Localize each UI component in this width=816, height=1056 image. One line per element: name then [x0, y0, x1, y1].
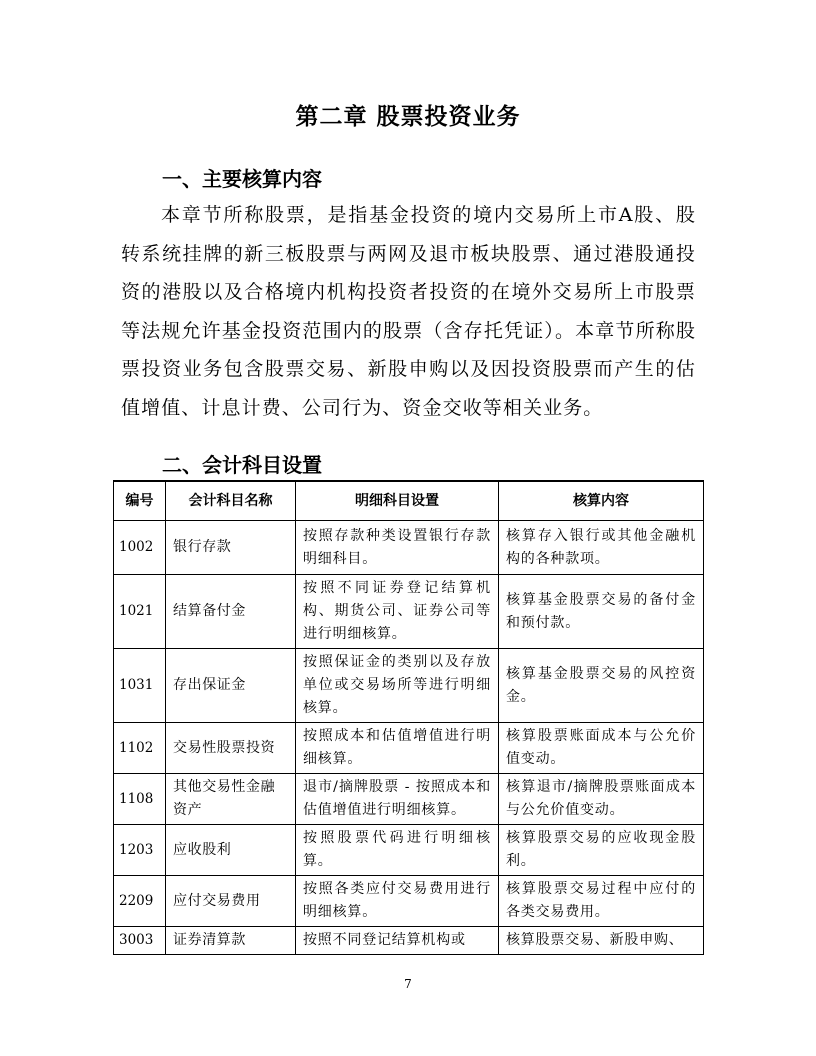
account-name: 存出保证金	[166, 649, 296, 723]
account-content: 核算存入银行或其他金融机构的各种款项。	[499, 521, 704, 575]
account-detail: 退市/摘牌股票 - 按照成本和估值增值进行明细核算。	[296, 774, 499, 825]
table-header-row	[114, 481, 704, 521]
header-detail-setup: 明细科目设置	[296, 481, 499, 521]
account-code: 1108	[114, 774, 166, 825]
account-content: 核算退市/摘牌股票账面成本与公允价值变动。	[499, 774, 704, 825]
table-row	[114, 825, 704, 876]
table-row	[114, 575, 704, 649]
table-row	[114, 927, 704, 955]
account-content: 核算股票账面成本与公允价值变动。	[499, 723, 704, 774]
account-code: 1002	[114, 521, 166, 575]
account-code: 1031	[114, 649, 166, 723]
account-code: 1203	[114, 825, 166, 876]
header-code: 编号	[114, 481, 166, 521]
table-row	[114, 723, 704, 774]
account-detail: 按照存款种类设置银行存款明细科目。	[296, 521, 499, 575]
account-code: 1021	[114, 575, 166, 649]
account-detail: 按照成本和估值增值进行明细核算。	[296, 723, 499, 774]
section-heading-main-content: 一、主要核算内容	[162, 167, 322, 191]
account-name: 结算备付金	[166, 575, 296, 649]
table-row	[114, 774, 704, 825]
account-content: 核算股票交易的应收现金股利。	[499, 825, 704, 876]
section-heading-accounts: 二、会计科目设置	[162, 453, 322, 477]
account-name: 交易性股票投资	[166, 723, 296, 774]
account-content: 核算基金股票交易的备付金和预付款。	[499, 575, 704, 649]
account-detail: 按照不同证券登记结算机构、期货公司、证券公司等进行明细核算。	[296, 575, 499, 649]
account-content: 核算基金股票交易的风控资金。	[499, 649, 704, 723]
header-account-name: 会计科目名称	[166, 481, 296, 521]
table-row	[114, 876, 704, 927]
account-detail: 按照保证金的类别以及存放单位或交易场所等进行明细核算。	[296, 649, 499, 723]
account-detail: 按照不同登记结算机构或	[296, 927, 499, 955]
account-detail: 按照各类应付交易费用进行明细核算。	[296, 876, 499, 927]
header-accounting-content: 核算内容	[499, 481, 704, 521]
account-code: 1102	[114, 723, 166, 774]
intro-paragraph: 本章节所称股票，是指基金投资的境内交易所上市A股、股转系统挂牌的新三板股票与两网及退市板块股票、通过港股通投资的港股以及合格境内机构投资者投资的在境外交易所上市股票等法规允许基金投资范围内的股票（含存托凭证）。本章节所称股票投资业务包含股票交易、新股申购以及因投资股票而产生的估值增值、计息计费、公司行为、资金交收等相关业务。	[121, 204, 696, 419]
chapter-title: 第二章 股票投资业务	[295, 104, 521, 130]
table-row	[114, 649, 704, 723]
account-name: 应付交易费用	[166, 876, 296, 927]
account-name: 应收股利	[166, 825, 296, 876]
account-content: 核算股票交易过程中应付的各类交易费用。	[499, 876, 704, 927]
page-number: 7	[404, 977, 412, 991]
account-detail: 按照股票代码进行明细核算。	[296, 825, 499, 876]
account-name: 银行存款	[166, 521, 296, 575]
account-name: 其他交易性金融资产	[166, 774, 296, 825]
account-code: 2209	[114, 876, 166, 927]
account-code: 3003	[114, 927, 166, 955]
account-name: 证券清算款	[166, 927, 296, 955]
table-row	[114, 521, 704, 575]
accounts-table	[113, 480, 704, 955]
account-content: 核算股票交易、新股申购、	[499, 927, 704, 955]
